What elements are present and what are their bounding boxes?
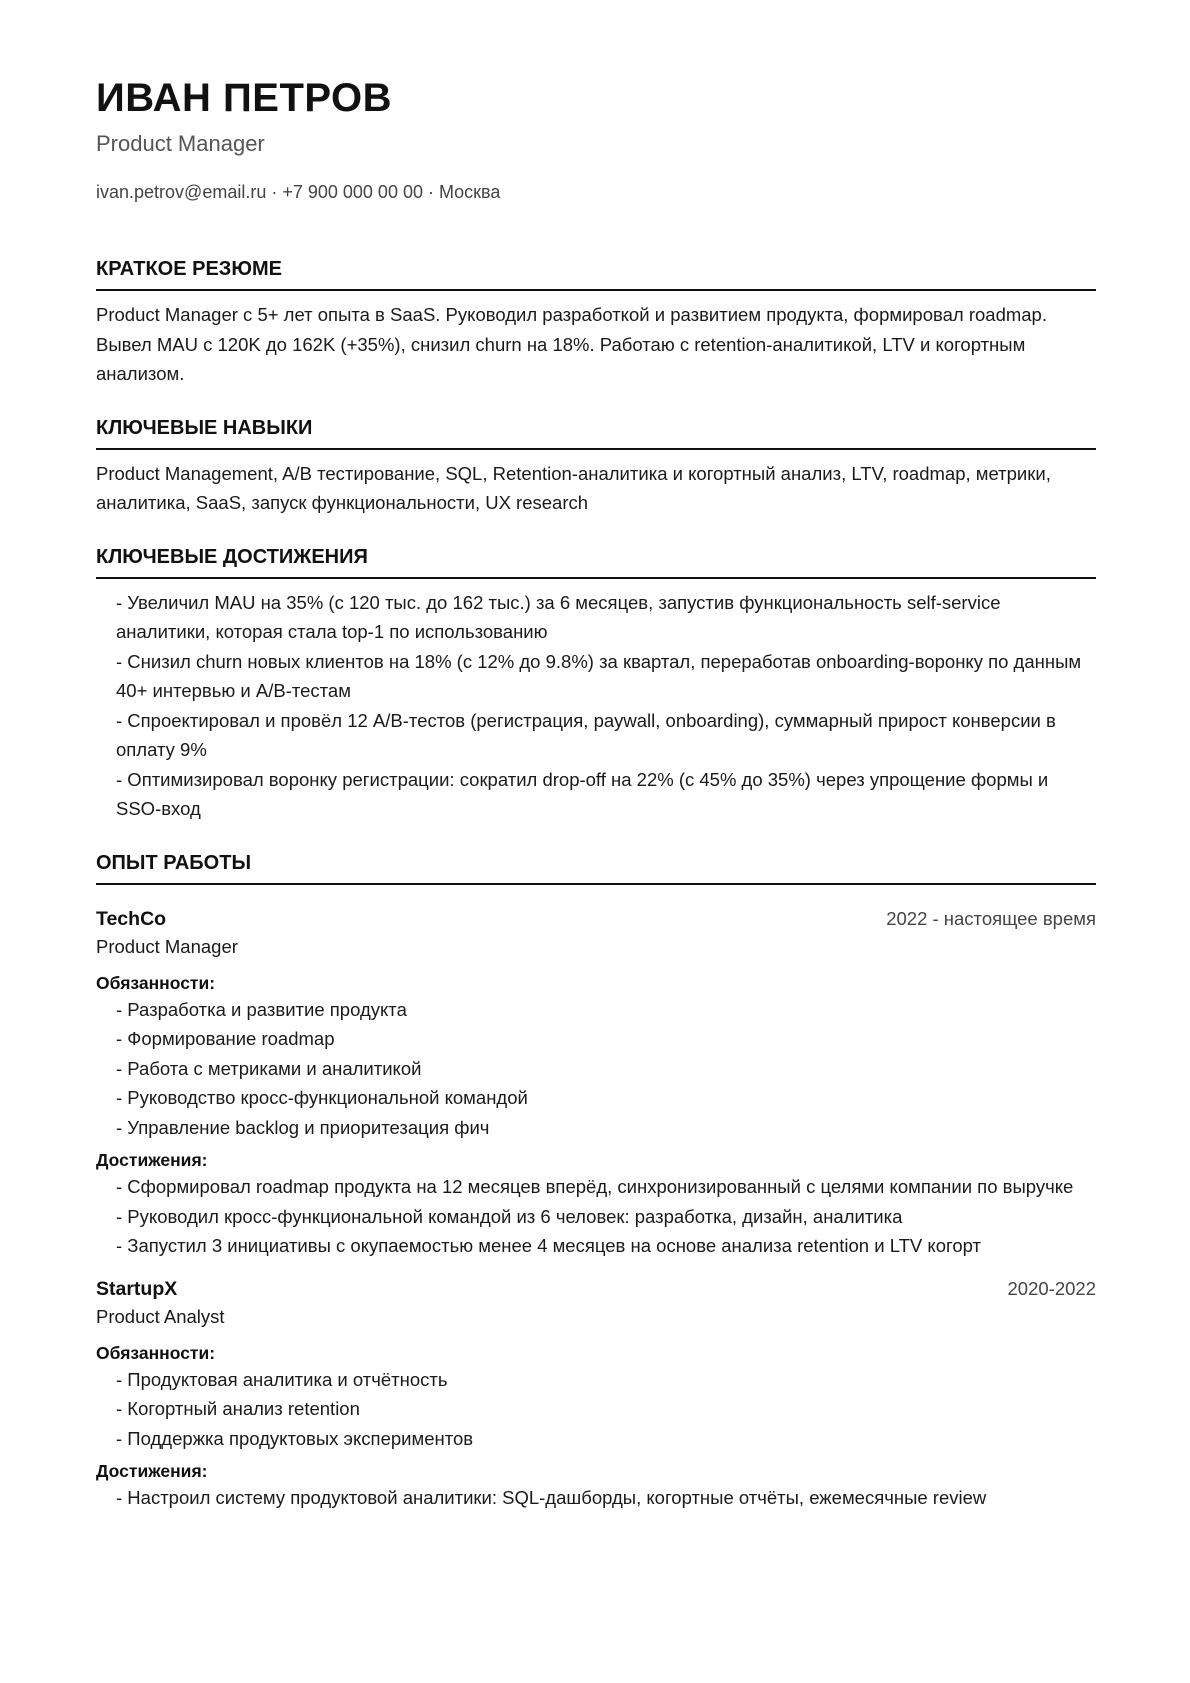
job-achievements-label: Достижения: <box>96 1150 208 1170</box>
duties-label: Обязанности: <box>96 972 216 993</box>
job-achievements-label: Достижения: <box>96 1461 208 1481</box>
list-item: - Разработка и развитие продукта <box>116 998 407 1020</box>
list-item: - Работа с метриками и аналитикой <box>116 1057 422 1079</box>
list-item: - Настроил систему продуктовой аналитики: SQL-дашборды, когортные отчёты, ежемесячные review <box>116 1487 987 1508</box>
achievements-section <box>96 544 1096 824</box>
list-item: - Оптимизировал воронку регистрации: сократил drop-off на 22% (с 45% до 35%) через упрощение формы и SSO-вход <box>116 768 1049 819</box>
list-item: - Снизил churn новых клиентов на 18% (с 12% до 9.8%) за квартал, переработав onboarding-воронку по данным 40+ интервью и A/B-тестам <box>116 650 1082 701</box>
list-item: - Управление backlog и приоритезация фич <box>116 1116 490 1138</box>
list-item: - Когортный анализ retention <box>116 1398 360 1419</box>
summary-text: Product Manager с 5+ лет опыта в SaaS. Руководил разработкой и развитием продукта, формировал roadmap. Вывел MAU с 120K до 162K (+35%), снизил churn на 18%. Работаю с retention-аналитикой, LTV и когортным анализом. <box>96 304 1047 384</box>
list-item: - Увеличил MAU на 35% (с 120 тыс. до 162 тыс.) за 6 месяцев, запустив функциональность self-service аналитики, которая стала top-1 по использованию <box>116 591 1001 642</box>
job-company: StartupX <box>96 1277 178 1300</box>
section-title-summary: КРАТКОЕ РЕЗЮМЕ <box>96 256 1096 291</box>
list-item: - Поддержка продуктовых экспериментов <box>116 1427 474 1449</box>
candidate-role: Product Manager <box>96 131 265 156</box>
duties-label: Обязанности: <box>96 1342 216 1363</box>
job-period: 2020-2022 <box>1007 1277 1096 1299</box>
job-position: Product Manager <box>96 935 238 957</box>
candidate-name: ИВАН ПЕТРОВ <box>96 76 393 120</box>
list-item: - Запустил 3 инициативы с окупаемостью менее 4 месяцев на основе анализа retention и LTV когорт <box>116 1235 981 1256</box>
job-achievements-list <box>96 1172 1096 1261</box>
list-item: - Руководство кросс-функциональной командой <box>116 1087 528 1108</box>
achievements-list <box>96 588 1096 824</box>
list-item: - Спроектировал и провёл 12 A/B-тестов (регистрация, paywall, onboarding), суммарный прирост конверсии в оплату 9% <box>116 709 1056 760</box>
section-title-experience: ОПЫТ РАБОТЫ <box>96 850 1096 885</box>
job-position: Product Analyst <box>96 1305 225 1327</box>
experience-section <box>96 850 1096 1513</box>
job-period: 2022 - настоящее время <box>886 907 1096 929</box>
summary-section <box>96 256 1096 389</box>
section-title-skills: КЛЮЧЕВЫЕ НАВЫКИ <box>96 415 1096 450</box>
contact-line: ivan.petrov@email.ru · +7 900 000 00 00 · Москва <box>96 182 501 202</box>
job-entry <box>96 905 1096 1261</box>
job-header <box>96 1275 1096 1303</box>
job-achievements-list <box>96 1483 1096 1513</box>
section-title-achievements: КЛЮЧЕВЫЕ ДОСТИЖЕНИЯ <box>96 544 1096 579</box>
job-company: TechCo <box>96 907 167 930</box>
list-item: - Сформировал roadmap продукта на 12 месяцев вперёд, синхронизированный с целями компании по выручке <box>116 1176 1074 1197</box>
job-header <box>96 905 1096 933</box>
list-item: - Формирование roadmap <box>116 1028 335 1049</box>
skills-text: Product Management, A/B тестирование, SQL, Retention-аналитика и когортный анализ, LTV, roadmap, метрики, аналитика, SaaS, запуск функциональности, UX research <box>96 462 1051 513</box>
duties-list <box>96 1365 1096 1454</box>
skills-section <box>96 415 1096 518</box>
duties-list <box>96 995 1096 1143</box>
list-item: - Руководил кросс-функциональной командой из 6 человек: разработка, дизайн, аналитика <box>116 1205 903 1227</box>
job-entry <box>96 1275 1096 1513</box>
list-item: - Продуктовая аналитика и отчётность <box>116 1368 448 1390</box>
